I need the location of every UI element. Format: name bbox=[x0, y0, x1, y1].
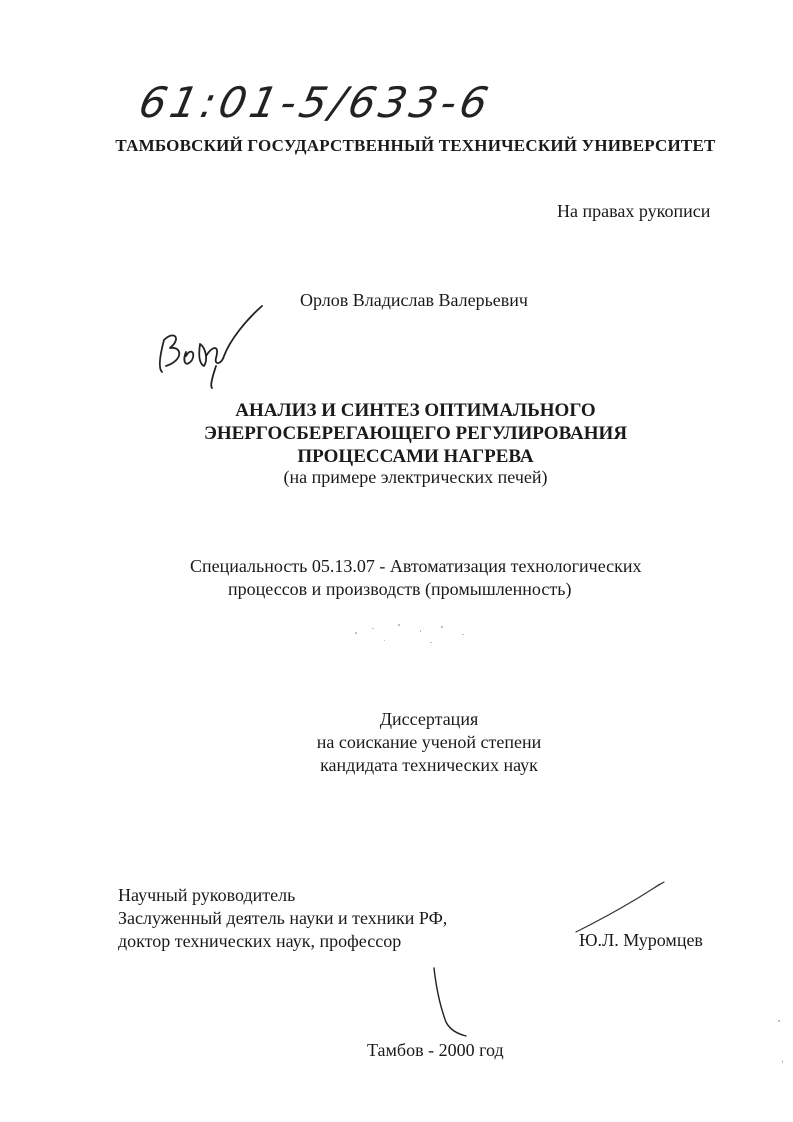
scan-speck bbox=[384, 640, 385, 641]
scan-speck bbox=[441, 626, 443, 628]
thesis-title bbox=[0, 399, 793, 468]
specialty-line-2: процессов и производств (промышленность) bbox=[228, 579, 572, 599]
scan-speck bbox=[355, 632, 357, 634]
dissertation-line-2: на соискание ученой степени bbox=[316, 732, 542, 752]
thesis-subtitle: (на примере электрических печей) bbox=[283, 467, 548, 487]
author-signature bbox=[150, 300, 270, 390]
title-line-1: АНАЛИЗ И СИНТЕЗ ОПТИМАЛЬНОГО bbox=[235, 400, 596, 421]
rights-note: На правах рукописи bbox=[557, 201, 711, 221]
scan-speck bbox=[462, 634, 464, 635]
specialty-line-1: Специальность 05.13.07 - Автоматизация технологических bbox=[190, 556, 642, 576]
scan-speck bbox=[778, 1020, 780, 1022]
title-line-3: ПРОЦЕССАМИ НАГРЕВА bbox=[297, 446, 534, 467]
dissertation-line-1: Диссертация bbox=[379, 709, 479, 729]
university-name: ТАМБОВСКИЙ ГОСУДАРСТВЕННЫЙ ТЕХНИЧЕСКИЙ УНИВЕРСИТЕТ bbox=[115, 136, 716, 155]
pen-mark bbox=[430, 966, 470, 1038]
author-name: Орлов Владислав Валерьевич bbox=[300, 290, 528, 310]
specialty bbox=[190, 555, 642, 601]
city-year: Тамбов - 2000 год bbox=[367, 1040, 504, 1060]
archive-code: 61:01-5/633-6 bbox=[134, 78, 497, 127]
scan-speck bbox=[430, 642, 432, 643]
scan-speck bbox=[420, 630, 421, 632]
scan-speck bbox=[398, 624, 400, 626]
title-line-2: ЭНЕРГОСБЕРЕГАЮЩЕГО РЕГУЛИРОВАНИЯ bbox=[203, 423, 628, 444]
supervisor-line-2: Заслуженный деятель науки и техники РФ, bbox=[118, 908, 448, 928]
supervisor-name: Ю.Л. Муромцев bbox=[579, 930, 703, 950]
supervisor-line-1: Научный руководитель bbox=[118, 885, 296, 905]
supervisor-line-3: доктор технических наук, профессор bbox=[118, 931, 402, 951]
dissertation-line-3: кандидата технических наук bbox=[320, 755, 538, 775]
dissertation-block bbox=[0, 708, 793, 777]
supervisor-block bbox=[118, 884, 447, 953]
scan-speck bbox=[372, 628, 374, 629]
scan-speck bbox=[782, 1060, 783, 1063]
